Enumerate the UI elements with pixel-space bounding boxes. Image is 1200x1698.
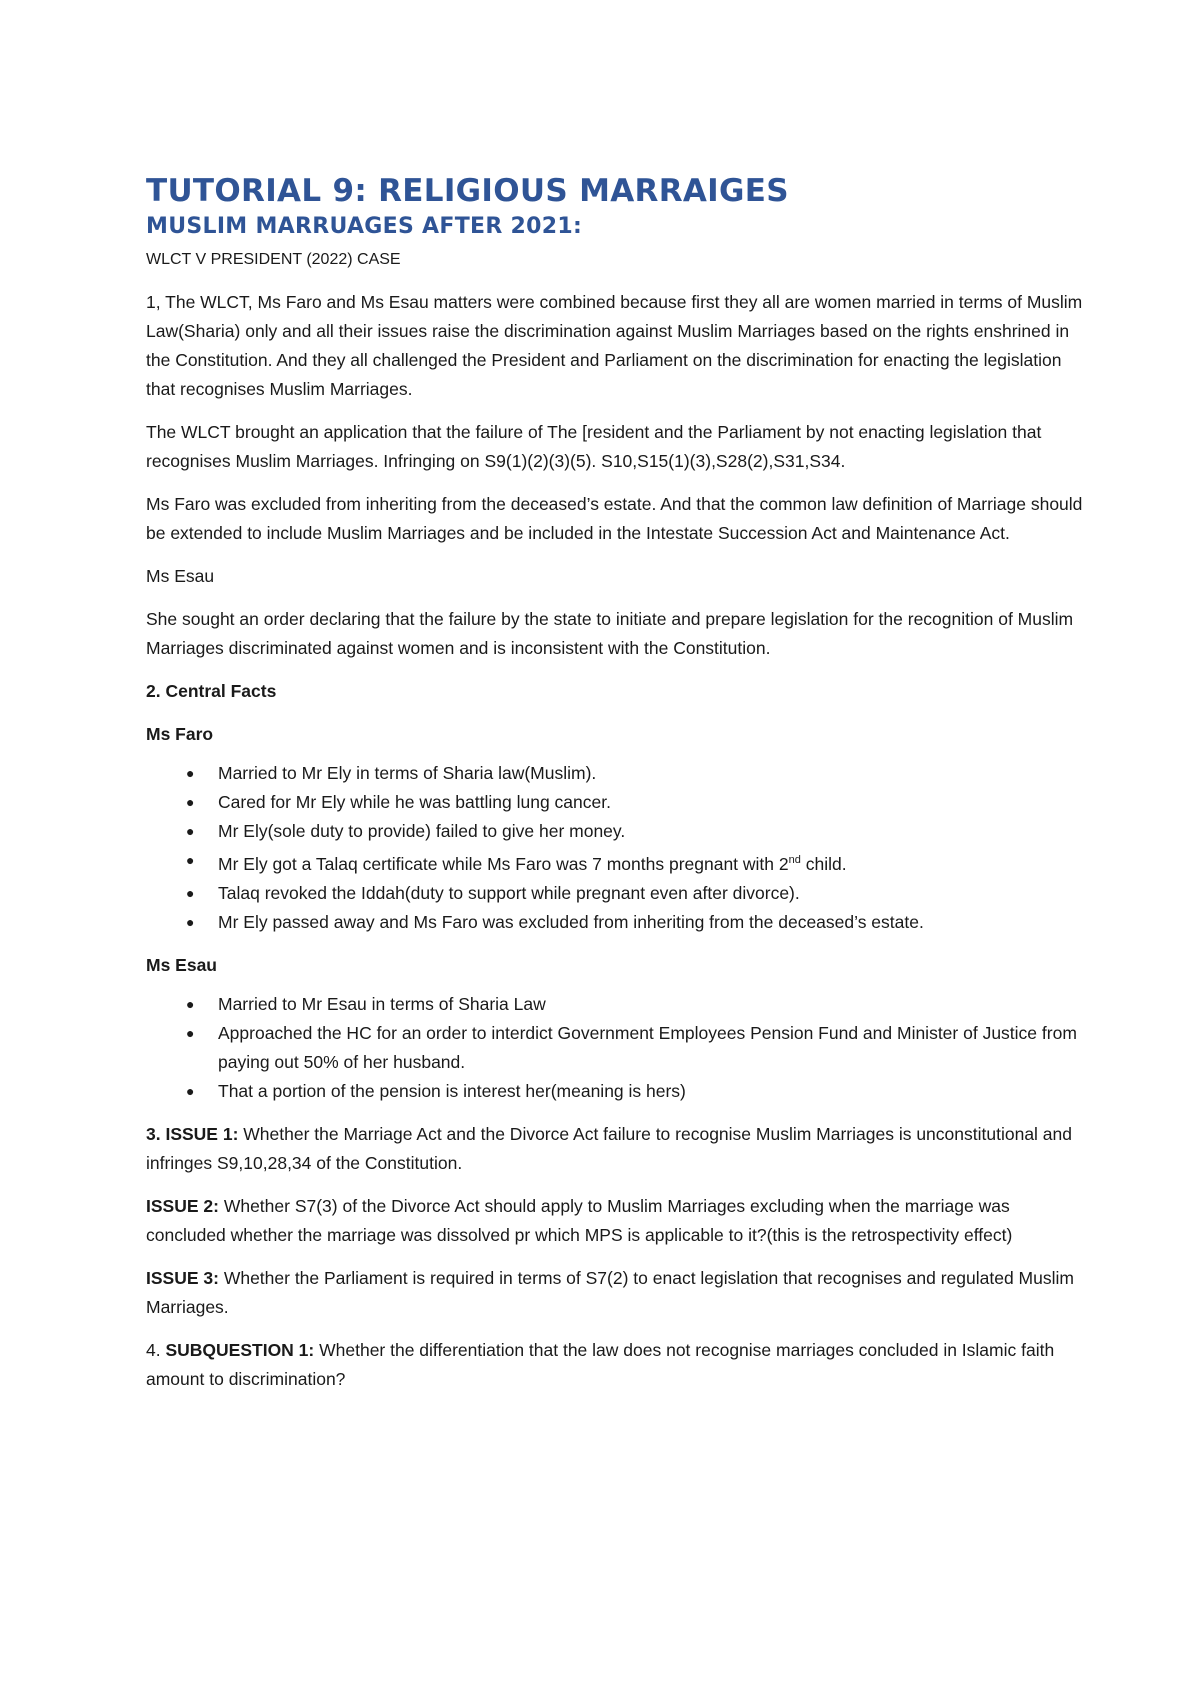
bullet-icon: ● — [186, 913, 195, 930]
list-item: ● Married to Mr Esau in terms of Sharia Law — [146, 990, 1086, 1019]
list-item: ● Mr Ely(sole duty to provide) failed to give her money. — [146, 817, 1086, 846]
esau-heading: Ms Esau — [146, 954, 217, 975]
bullet-icon: ● — [186, 765, 195, 781]
bullet-icon: ● — [186, 884, 195, 901]
list-item: ● Mr Ely passed away and Ms Faro was excluded from inheriting from the deceased’s estate. — [146, 908, 1086, 937]
list-item: ● That a portion of the pension is interest her(meaning is hers) — [146, 1077, 1086, 1106]
case-name: WLCT V PRESIDENT (2022) CASE — [146, 251, 401, 268]
list-item: ● Married to Mr Ely in terms of Sharia law(Muslim). — [146, 759, 1086, 788]
esau-label: Ms Esau — [146, 566, 215, 586]
bullet-icon: ● — [186, 1024, 195, 1041]
subquestion-1: 4. SUBQUESTION 1: Whether the differentiation that the law does not recognise marriages concluded in Islamic faith amount to discrimination? — [146, 1339, 1055, 1389]
list-item: ● Talaq revoked the Iddah(duty to support while pregnant even after divorce). — [146, 879, 1086, 908]
paragraph-3: Ms Faro was excluded from inheriting from the deceased’s estate. And that the common law definition of Marriage should be extended to include Muslim Marriages and be included in the Intestate Succession Act and Maintenance Act. — [146, 494, 1083, 543]
esau-facts-list — [146, 990, 1086, 1106]
document-page — [146, 170, 1086, 1394]
paragraph-2: The WLCT brought an application that the failure of The [resident and the Parliament by not enacting legislation that recognises Muslim Marriages. Infringing on S9(1)(2)(3)(5). S10,S15(1)(3),S28(2),S31,S34. — [146, 422, 1042, 471]
bullet-icon: ● — [186, 852, 195, 868]
list-item: ● Mr Ely got a Talaq certificate while Ms Faro was 7 months pregnant with 2nd child. — [146, 846, 1086, 879]
central-facts-heading: 2. Central Facts — [146, 681, 277, 701]
issue-2: ISSUE 2: Whether S7(3) of the Divorce Act should apply to Muslim Marriages excluding when the marriage was concluded whether the marriage was dissolved pr which MPS is applicable to it?(this is the retrospectivity effect) — [146, 1195, 1013, 1245]
bullet-icon: ● — [186, 995, 195, 1012]
issue-1: 3. ISSUE 1: Whether the Marriage Act and the Divorce Act failure to recognise Muslim Marriages is unconstitutional and infringes S9,10,28,34 of the Constitution. — [146, 1123, 1072, 1173]
list-item: ● Approached the HC for an order to interdict Government Employees Pension Fund and Minister of Justice from paying out 50% of her husband. — [146, 1019, 1086, 1077]
bullet-icon: ● — [186, 823, 195, 839]
document-title: TUTORIAL 9: RELIGIOUS MARRAIGES — [146, 173, 789, 209]
paragraph-4: She sought an order declaring that the failure by the state to initiate and prepare legislation for the recognition of Muslim Marriages discriminated against women and is inconsistent with the Constitution. — [146, 609, 1074, 658]
faro-facts-list — [146, 759, 1086, 937]
list-item: ● Cared for Mr Ely while he was battling lung cancer. — [146, 788, 1086, 817]
issue-3: ISSUE 3: Whether the Parliament is required in terms of S7(2) to enact legislation that recognises and regulated Muslim Marriages. — [146, 1267, 1074, 1317]
faro-heading: Ms Faro — [146, 724, 214, 744]
bullet-icon: ● — [186, 794, 195, 810]
bullet-icon: ● — [186, 1082, 195, 1099]
paragraph-1: 1, The WLCT, Ms Faro and Ms Esau matters were combined because first they all are women married in terms of Muslim Law(Sharia) only and all their issues raise the discrimination against Muslim Marriages based on the rights enshrined in the Constitution. And they all challenged the President and Parliament on the discrimination for enacting the legislation that recognises Muslim Marriages. — [146, 292, 1083, 399]
document-subtitle: MUSLIM MARRUAGES AFTER 2021: — [146, 214, 583, 239]
